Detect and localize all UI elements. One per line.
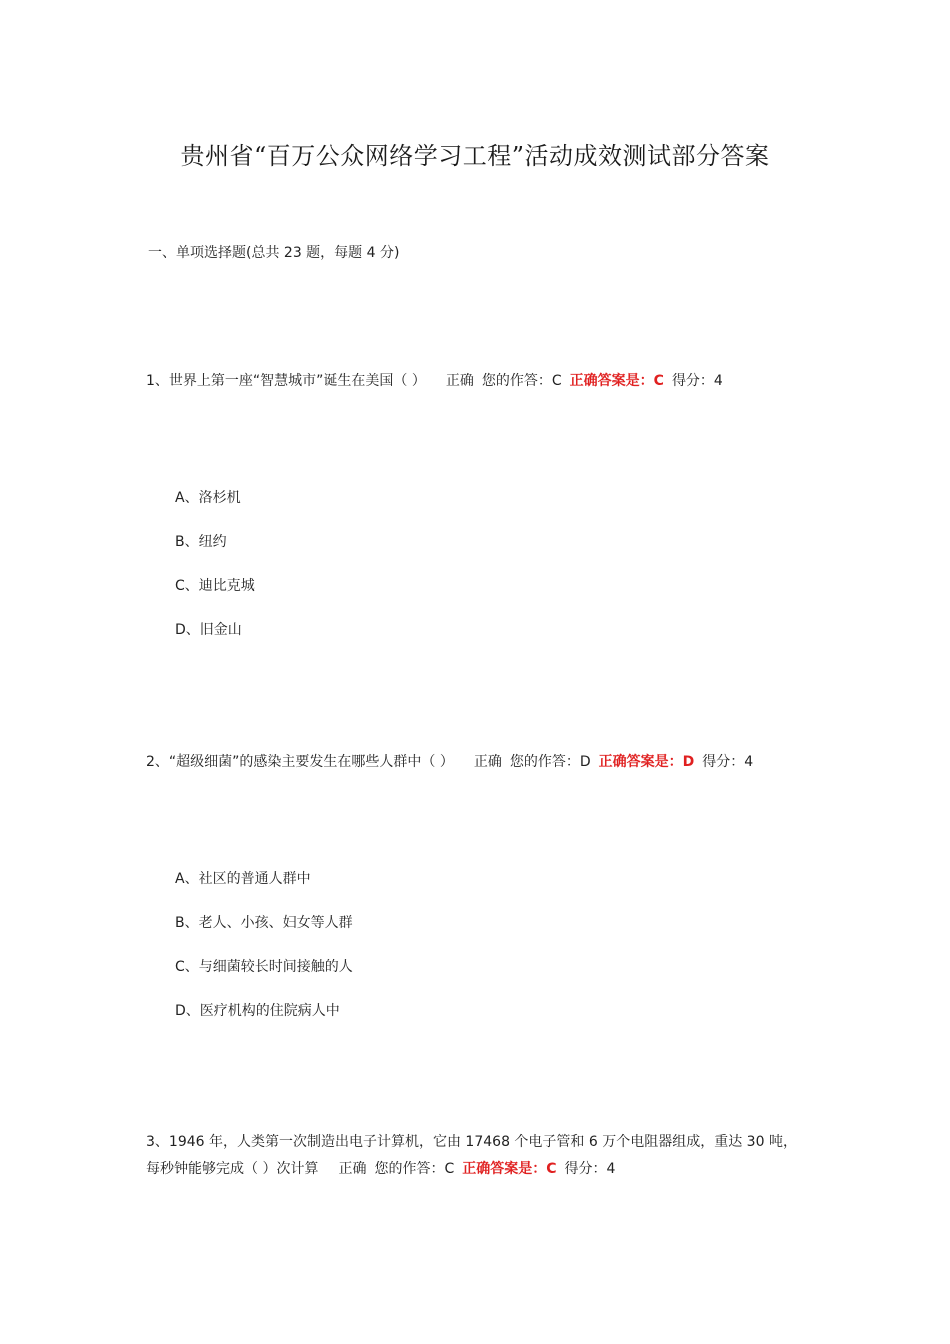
your-answer: 您的作答：D [509,754,591,770]
score: 得分：4 [564,1161,616,1177]
result-status: 正确 [473,754,502,770]
question-text: 1、世界上第一座“智慧城市”诞生在美国（ ） [146,373,426,389]
page-title: 贵州省“百万公众网络学习工程”活动成效测试部分答案 [180,142,770,170]
option-b: B、纽约 [175,534,227,550]
options-list [175,488,255,664]
correct-answer: 正确答案是：C [462,1161,557,1177]
question-text: 3、1946 年，人类第一次制造出电子计算机，它由 17468 个电子管和 6 万个电阻器组成，重达 30 吨，每秒钟能够完成（ ）次计算 [146,1134,797,1177]
question-text: 2、“超级细菌”的感染主要发生在哪些人群中（ ） [146,754,454,770]
result-status: 正确 [445,373,474,389]
option-b: B、老人、小孩、妇女等人群 [175,915,353,931]
option-d: D、旧金山 [175,622,242,638]
question-2 [146,749,810,776]
section-heading: 一、单项选择题(总共 23 题，每题 4 分) [148,245,400,261]
options-list [175,869,353,1045]
your-answer: 您的作答：C [481,373,562,389]
score: 得分：4 [671,373,723,389]
result-status: 正确 [338,1161,367,1177]
option-d: D、医疗机构的住院病人中 [175,1003,340,1019]
option-c: C、与细菌较长时间接触的人 [175,959,353,975]
option-a: A、洛杉机 [175,490,241,506]
option-a: A、社区的普通人群中 [175,871,311,887]
correct-answer: 正确答案是：D [598,754,695,770]
correct-answer: 正确答案是：C [569,373,664,389]
question-3 [146,1129,810,1183]
option-c: C、迪比克城 [175,578,255,594]
your-answer: 您的作答：C [374,1161,455,1177]
question-1 [146,368,810,395]
score: 得分：4 [702,754,754,770]
